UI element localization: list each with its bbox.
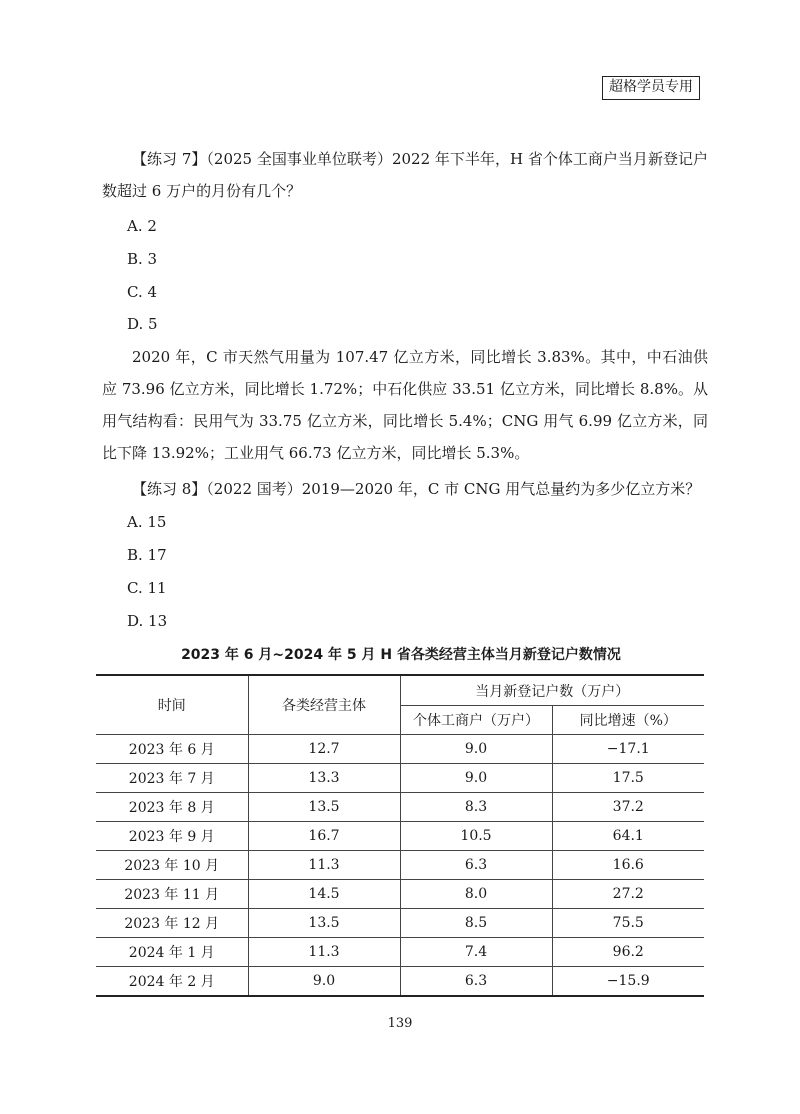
cell-all-entities: 13.3	[248, 764, 400, 793]
exercise-8-option-c: C. 11	[127, 579, 167, 597]
cell-time: 2024 年 2 月	[96, 967, 248, 997]
cell-individual: 6.3	[400, 851, 552, 880]
cell-growth: 64.1	[552, 822, 704, 851]
exercise-7-option-d: D. 5	[127, 315, 158, 333]
cell-all-entities: 13.5	[248, 909, 400, 938]
exercise-8-question: 【练习 8】（2022 国考）2019—2020 年，C 市 CNG 用气总量约为多少亿立方米？	[132, 480, 701, 498]
table-row	[96, 764, 704, 793]
cell-growth: −17.1	[552, 735, 704, 764]
cell-all-entities: 12.7	[248, 735, 400, 764]
page-number: 139	[387, 1016, 413, 1031]
cell-individual: 10.5	[400, 822, 552, 851]
cell-time: 2024 年 1 月	[96, 938, 248, 967]
cell-time: 2023 年 11 月	[96, 880, 248, 909]
table-row	[96, 851, 704, 880]
cell-time: 2023 年 8 月	[96, 793, 248, 822]
cell-all-entities: 11.3	[248, 851, 400, 880]
table-title: 2023 年 6 月~2024 年 5 月 H 省各类经营主体当月新登记户数情况	[181, 647, 621, 663]
cell-growth: 27.2	[552, 880, 704, 909]
cell-growth: 75.5	[552, 909, 704, 938]
cell-time: 2023 年 6 月	[96, 735, 248, 764]
exercise-8-option-d: D. 13	[127, 612, 168, 630]
table-row	[96, 967, 704, 997]
cell-individual: 9.0	[400, 764, 552, 793]
cell-growth: −15.9	[552, 967, 704, 997]
cell-growth: 37.2	[552, 793, 704, 822]
exercise-7-question: 【练习 7】（2025 全国事业单位联考）2022 年下半年，H 省个体工商户当月新登记户数超过 6 万户的月份有几个？	[102, 150, 708, 200]
table-row	[96, 938, 704, 967]
table-row	[96, 822, 704, 851]
cell-time: 2023 年 12 月	[96, 909, 248, 938]
member-only-badge: 超格学员专用	[602, 76, 700, 100]
table-row	[96, 735, 704, 764]
cell-individual: 8.3	[400, 793, 552, 822]
cell-time: 2023 年 10 月	[96, 851, 248, 880]
cell-time: 2023 年 9 月	[96, 822, 248, 851]
registration-table	[96, 674, 704, 997]
cell-individual: 8.5	[400, 909, 552, 938]
table-row	[96, 793, 704, 822]
exercise-7-option-b: B. 3	[127, 250, 158, 268]
exercise-8-option-a: A. 15	[127, 513, 167, 531]
cell-all-entities: 16.7	[248, 822, 400, 851]
header-yoy-growth: 同比增速（%）	[552, 706, 704, 735]
header-all-entities: 各类经营主体	[248, 675, 400, 735]
cell-growth: 16.6	[552, 851, 704, 880]
exercise-7-option-a: A. 2	[127, 217, 157, 235]
cell-individual: 7.4	[400, 938, 552, 967]
header-time: 时间	[96, 675, 248, 735]
material-paragraph: 2020 年，C 市天然气用量为 107.47 亿立方米，同比增长 3.83%。其中，中石油供应 73.96 亿立方米，同比增长 1.72%；中石化供应 33.51 亿立方米，同比增长 8.8%。从用气结构看：民用气为 33.75 亿立方米，同比增长 5.4%；CNG 用气 6.99 亿立方米，同比下降 13.92%；工业用气 66.73 亿立方米，同比增长 5.3%。	[102, 348, 708, 462]
header-individual-businesses: 个体工商户（万户）	[400, 706, 552, 735]
cell-all-entities: 9.0	[248, 967, 400, 997]
cell-growth: 96.2	[552, 938, 704, 967]
cell-all-entities: 14.5	[248, 880, 400, 909]
cell-individual: 9.0	[400, 735, 552, 764]
exercise-8-option-b: B. 17	[127, 546, 167, 564]
exercise-7-option-c: C. 4	[127, 283, 158, 301]
cell-individual: 8.0	[400, 880, 552, 909]
cell-all-entities: 11.3	[248, 938, 400, 967]
cell-growth: 17.5	[552, 764, 704, 793]
table-row	[96, 880, 704, 909]
table-row	[96, 909, 704, 938]
cell-all-entities: 13.5	[248, 793, 400, 822]
cell-individual: 6.3	[400, 967, 552, 997]
cell-time: 2023 年 7 月	[96, 764, 248, 793]
header-new-registrations-group: 当月新登记户数（万户）	[400, 675, 704, 706]
